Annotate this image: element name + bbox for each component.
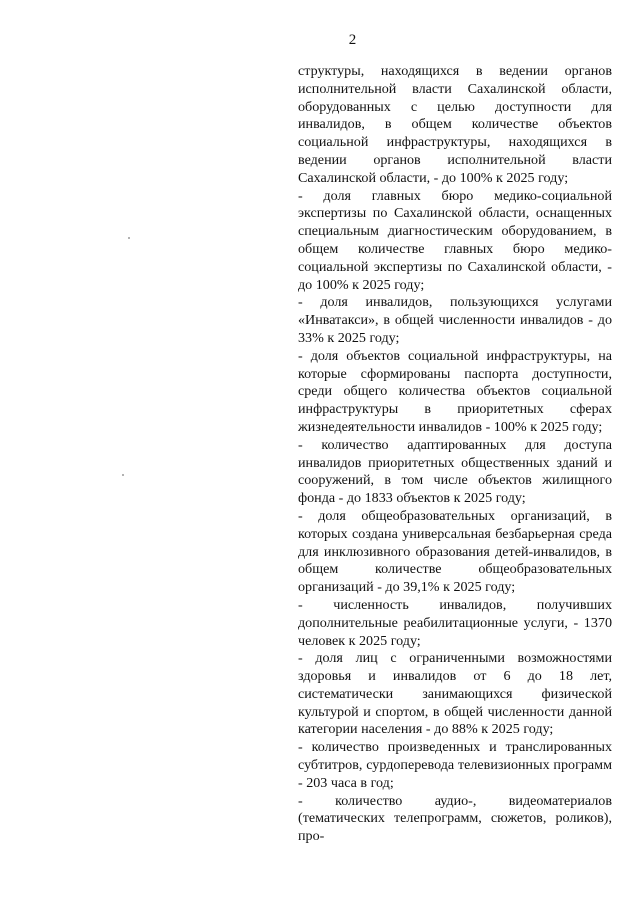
scan-speck <box>122 474 124 476</box>
paragraph-sports-participation: - доля лиц с ограниченными возможностями здоровья и инвалидов от 6 до 18 лет, систематически занимающихся физической культурой и спортом, в общей численности данной категории населения - до 88% к 2025 году; <box>298 650 612 738</box>
page-number: 2 <box>348 32 357 48</box>
paragraph-accessibility-passports: - доля объектов социальной инфраструктуры, на которые сформированы паспорта доступности, среди общего количества объектов социальной инфраструктуры в приоритетных сферах жизнедеятельности инвалидов - 100% к 2025 году; <box>298 347 612 435</box>
paragraph-adapted-buildings: - количество адаптированных для доступа инвалидов приоритетных общественных зданий и сооружений, в том числе объектов жилищного фонда - до 1833 объектов к 2025 году; <box>298 436 612 507</box>
paragraph-medical-bureaus: - доля главных бюро медико-социальной экспертизы по Сахалинской области, оснащенных специальным диагностическим оборудованием, в общем количестве главных бюро медико-социальной экспертизы по Сахалинской области, - до 100% к 2025 году; <box>298 187 612 293</box>
paragraph-rehabilitation-services: - численность инвалидов, получивших дополнительные реабилитационные услуги, - 1370 человек к 2025 году; <box>298 596 612 649</box>
scan-speck <box>128 237 130 239</box>
paragraph-audio-video: - количество аудио-, видеоматериалов (тематических телепрограмм, сюжетов, роликов), про- <box>298 792 612 845</box>
paragraph-facilities-accessibility: структуры, находящихся в ведении органов исполнительной власти Сахалинской области, оборудованных с целью доступности для инвалидов, в общем количестве объектов социальной инфраструктуры, находящихся в ведении органов исполнительной власти Сахалинской области, - до 100% к 2025 году; <box>298 63 612 186</box>
paragraph-subtitles: - количество произведенных и транслированных субтитров, сурдоперевода телевизионных программ - 203 часа в год; <box>298 739 612 791</box>
paragraph-inclusive-schools: - доля общеобразовательных организаций, в которых создана универсальная безбарьерная среда для инклюзивного образования детей-инвалидов, в общем количестве общеобразовательных организаций - до 39,1% к 2025 году; <box>298 507 612 596</box>
paragraph-invataxi: - доля инвалидов, пользующихся услугами «Инватакси», в общей численности инвалидов - до 33% к 2025 году; <box>298 294 612 346</box>
body-text-column <box>298 63 612 846</box>
